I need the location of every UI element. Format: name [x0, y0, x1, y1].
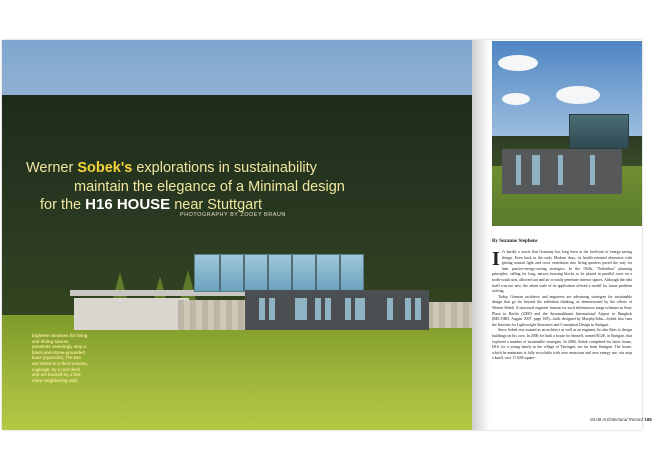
paragraph-text: t's hardly a secret that Germany has long been at the forefront of energy-saving design. Even back in the early Modern days, its health-oriented obsession with getting natural light and cross ventilation into living quarters paved the way for later passive-energy-saving strategies. In the 1920s, "Zeilenbau" planning principles, calling for long, narrow housing blocks to be placed in parallel rows on a north-south axis, allowed sun and air to easily penetrate interior spaces. Although the idea itself was not new, the urban scale of its application offered a model for future problem solving. [492, 250, 632, 294]
window [590, 155, 595, 185]
window [259, 298, 265, 320]
house-end-view [502, 149, 622, 194]
magazine-name: 04.08 Architectural Record [590, 417, 644, 422]
left-page-photo [2, 40, 472, 430]
headline-author-name: Sobek's [77, 160, 133, 176]
window [345, 298, 351, 320]
page-number: 185 [644, 417, 652, 422]
window [387, 298, 393, 320]
headline-line-1 [26, 160, 317, 176]
window [325, 298, 331, 320]
headline-text: explorations in sustainability [132, 160, 317, 176]
headline-text: Werner [26, 160, 78, 176]
paragraph: Since Sobek was trained as an architect as well as an engineer, he also likes to design buildings on his own. In 2000, he built a house for himself, named R128, in Stuttgart, that explored a number of sustainable strategies. In 2006, Sobek completed his latest house, H16, for a young family in the village of Tieringen, not far from Stuttgart. The house, which he maintains is fully recyclable with zero emissions and zero energy use, sits atop a knoll, on a 17,028-square- [492, 328, 632, 361]
right-page-photo [492, 41, 642, 224]
byline: By Suzanne Stephens [492, 239, 538, 244]
headline-text: near Stuttgart [170, 197, 263, 213]
glass-volume [569, 114, 629, 149]
white-wall [74, 298, 189, 330]
window [269, 298, 275, 320]
window [516, 155, 521, 185]
glass-volume [194, 254, 364, 292]
page-gutter [472, 40, 490, 430]
paragraph: Today, German architects and engineers are advancing strategies for sustainable design that go far beyond the zeilenbau thinking, as demonstrated by the efforts of Werner Sobek. A structural engineer famous for such adventurous mega-schemes as Sony Plaza in Berlin (2000) and the Suvarnabhumi International Airport in Bangkok (RECORD, August 2007, page 108)—both designed by Murphy/Jahn—Sobek also runs the Institute for Lightweight Structures and Conceptual Design in Stuttgart. [492, 294, 632, 327]
paragraph [492, 250, 632, 295]
headline-project-name: H16 HOUSE [85, 196, 171, 213]
window [405, 298, 411, 320]
mullion [243, 255, 245, 291]
cloud [498, 55, 538, 71]
right-page [472, 40, 652, 430]
mullion [315, 255, 317, 291]
dark-base-volume [245, 290, 429, 330]
page-folio [590, 417, 652, 422]
headline-line-2: maintain the elegance of a Minimal design [74, 179, 345, 195]
window [558, 155, 563, 185]
magazine-spread [2, 40, 652, 430]
window [355, 298, 365, 320]
article-body [492, 250, 632, 362]
stone-wall [427, 302, 472, 328]
window [315, 298, 321, 320]
headline-text: for the [40, 197, 86, 213]
mullion [219, 255, 221, 291]
window [295, 298, 307, 320]
mullion [291, 255, 293, 291]
cloud [556, 86, 600, 104]
window [415, 298, 421, 320]
mullion [267, 255, 269, 291]
window [532, 155, 540, 185]
mullion [339, 255, 341, 291]
stone-wall [178, 300, 248, 330]
headline-line-3 [40, 196, 262, 213]
cloud [502, 93, 530, 105]
photo-caption: Eighteen windows for living and dining spaces penetrate seemingly atop a black-and-stone-grounded base (opposite). The two are linked to a third volume, a garage, by a roof deck and are backed by a five-story neighboring wall. [32, 333, 88, 383]
photo-credit: PHOTOGRAPHY BY ZOOEY BRAUN [180, 212, 286, 218]
drop-cap: I [492, 248, 500, 270]
